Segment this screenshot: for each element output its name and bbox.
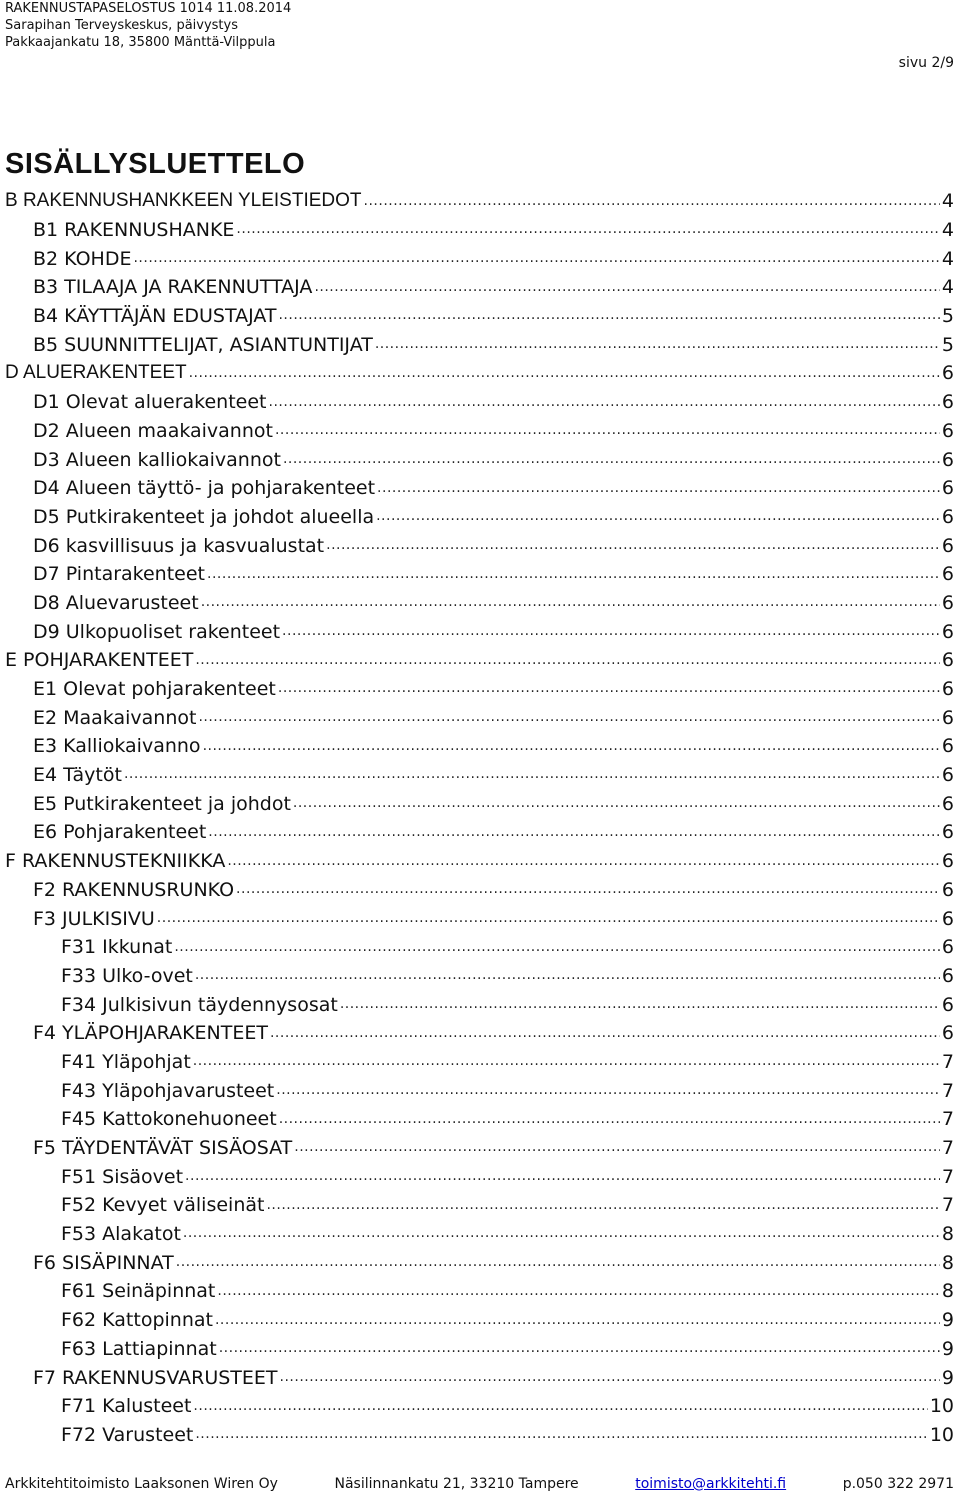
toc-dot-leader bbox=[195, 652, 940, 675]
toc-entry-label: E2 Maakaivannot bbox=[33, 706, 197, 729]
toc-dot-leader bbox=[236, 221, 939, 244]
toc-dot-leader bbox=[294, 1139, 940, 1162]
toc-entry[interactable] bbox=[0, 359, 960, 388]
toc-title: SISÄLLYSLUETTELO bbox=[5, 148, 306, 180]
toc-dot-leader bbox=[193, 1053, 940, 1076]
toc-entry-label: F34 Julkisivun täydennysosat bbox=[61, 993, 338, 1016]
toc-entry[interactable] bbox=[0, 1363, 960, 1392]
toc-entry-page: 6 bbox=[941, 821, 954, 844]
toc-entry-label: F72 Varusteet bbox=[61, 1423, 194, 1446]
toc-entry-label: F53 Alakatot bbox=[61, 1223, 181, 1246]
toc-entry-label: B2 KOHDE bbox=[33, 247, 132, 270]
toc-entry-label: F2 RAKENNUSRUNKO bbox=[33, 878, 235, 901]
footer-address: Näsilinnankatu 21, 33210 Tampere bbox=[334, 1476, 579, 1492]
toc-entry[interactable] bbox=[0, 187, 960, 216]
toc-dot-leader bbox=[326, 537, 940, 560]
header-address: Pakkaajankatu 18, 35800 Mänttä-Vilppula bbox=[5, 35, 276, 50]
toc-entry-label: F41 Yläpohjat bbox=[61, 1050, 191, 1073]
toc-entry-page: 7 bbox=[941, 1079, 954, 1102]
toc-entry[interactable] bbox=[0, 330, 960, 359]
toc-entry-label: D4 Alueen täyttö- ja pohjarakenteet bbox=[33, 477, 376, 500]
toc-entry-label: D ALUERAKENTEET bbox=[5, 362, 187, 384]
toc-entry[interactable] bbox=[0, 1421, 960, 1450]
toc-dot-leader bbox=[270, 1025, 940, 1048]
toc-dot-leader bbox=[189, 365, 940, 388]
toc-entry-label: D3 Alueen kalliokaivannot bbox=[33, 448, 281, 471]
toc-entry-label: F5 TÄYDENTÄVÄT SISÄOSAT bbox=[33, 1137, 293, 1160]
toc-entry-label: F71 Kalusteet bbox=[61, 1395, 192, 1418]
toc-entry-page: 6 bbox=[941, 993, 954, 1016]
toc-dot-leader bbox=[217, 1283, 940, 1306]
toc-entry[interactable] bbox=[0, 1191, 960, 1220]
toc-entry-label: D7 Pintarakenteet bbox=[33, 563, 206, 586]
toc-entry-label: F61 Seinäpinnat bbox=[61, 1280, 216, 1303]
toc-entry[interactable] bbox=[0, 1048, 960, 1077]
toc-dot-leader bbox=[227, 853, 940, 876]
table-of-contents bbox=[0, 187, 960, 1449]
toc-dot-leader bbox=[375, 336, 940, 359]
toc-entry[interactable] bbox=[0, 646, 960, 675]
toc-entry[interactable] bbox=[0, 560, 960, 589]
toc-entry[interactable] bbox=[0, 818, 960, 847]
toc-entry[interactable] bbox=[0, 445, 960, 474]
toc-dot-leader bbox=[314, 279, 939, 302]
toc-entry-page: 7 bbox=[941, 1165, 954, 1188]
toc-entry-label: D1 Olevat aluerakenteet bbox=[33, 391, 267, 414]
toc-entry[interactable] bbox=[0, 876, 960, 905]
toc-entry-label: F6 SISÄPINNAT bbox=[33, 1251, 174, 1274]
toc-entry[interactable] bbox=[0, 531, 960, 560]
toc-entry-label: D8 Aluevarusteet bbox=[33, 591, 199, 614]
toc-entry-label: B RAKENNUSHANKKEEN YLEISTIEDOT bbox=[5, 190, 362, 212]
toc-entry-page: 6 bbox=[941, 792, 954, 815]
toc-dot-leader bbox=[278, 307, 939, 330]
toc-dot-leader bbox=[269, 394, 940, 417]
toc-dot-leader bbox=[266, 1197, 939, 1220]
toc-dot-leader bbox=[279, 1111, 940, 1134]
toc-entry-page: 6 bbox=[941, 534, 954, 557]
toc-dot-leader bbox=[198, 709, 939, 732]
toc-dot-leader bbox=[174, 939, 940, 962]
toc-dot-leader bbox=[364, 193, 940, 216]
toc-entry-page: 6 bbox=[941, 764, 954, 787]
toc-entry-page: 8 bbox=[941, 1223, 954, 1246]
toc-entry-label: F62 Kattopinnat bbox=[61, 1309, 213, 1332]
toc-entry-label: E6 Pohjarakenteet bbox=[33, 821, 207, 844]
toc-entry-page: 6 bbox=[941, 362, 954, 385]
toc-entry-label: F51 Sisäovet bbox=[61, 1165, 184, 1188]
toc-entry-label: B1 RAKENNUSHANKE bbox=[33, 219, 235, 242]
toc-dot-leader bbox=[278, 680, 940, 703]
toc-entry[interactable] bbox=[0, 789, 960, 818]
toc-entry-page: 9 bbox=[941, 1309, 954, 1332]
toc-entry-page: 6 bbox=[941, 620, 954, 643]
toc-entry-page: 4 bbox=[941, 219, 954, 242]
toc-entry[interactable] bbox=[0, 1105, 960, 1134]
toc-entry-page: 7 bbox=[941, 1137, 954, 1160]
toc-dot-leader bbox=[133, 250, 939, 273]
toc-entry[interactable] bbox=[0, 388, 960, 417]
toc-entry-label: F7 RAKENNUSVARUSTEET bbox=[33, 1366, 278, 1389]
toc-entry-label: F52 Kevyet väliseinät bbox=[61, 1194, 265, 1217]
toc-dot-leader bbox=[236, 881, 940, 904]
toc-entry-label: E POHJARAKENTEET bbox=[5, 649, 194, 672]
toc-entry[interactable] bbox=[0, 1220, 960, 1249]
toc-entry-page: 6 bbox=[941, 706, 954, 729]
toc-entry-label: D6 kasvillisuus ja kasvualustat bbox=[33, 534, 325, 557]
toc-entry[interactable] bbox=[0, 1162, 960, 1191]
toc-entry-label: E3 Kalliokaivanno bbox=[33, 735, 201, 758]
toc-entry[interactable] bbox=[0, 1134, 960, 1163]
toc-dot-leader bbox=[280, 1369, 940, 1392]
toc-entry[interactable] bbox=[0, 589, 960, 618]
toc-entry[interactable] bbox=[0, 617, 960, 646]
toc-entry-page: 5 bbox=[941, 305, 954, 328]
toc-dot-leader bbox=[176, 1254, 940, 1277]
toc-dot-leader bbox=[185, 1168, 940, 1191]
toc-entry[interactable] bbox=[0, 1076, 960, 1105]
toc-entry[interactable] bbox=[0, 847, 960, 876]
toc-dot-leader bbox=[183, 1225, 940, 1248]
toc-entry-page: 7 bbox=[941, 1050, 954, 1073]
toc-entry-page: 6 bbox=[941, 505, 954, 528]
toc-entry-label: B3 TILAAJA JA RAKENNUTTAJA bbox=[33, 276, 313, 299]
toc-entry-page: 6 bbox=[941, 678, 954, 701]
toc-entry-page: 9 bbox=[941, 1366, 954, 1389]
toc-entry[interactable] bbox=[0, 732, 960, 761]
toc-entry[interactable] bbox=[0, 273, 960, 302]
toc-entry-label: F4 YLÄPOHJARAKENTEET bbox=[33, 1022, 268, 1045]
toc-entry[interactable] bbox=[0, 302, 960, 331]
toc-entry-label: F31 Ikkunat bbox=[61, 936, 173, 959]
toc-entry[interactable] bbox=[0, 675, 960, 704]
toc-dot-leader bbox=[207, 566, 940, 589]
toc-dot-leader bbox=[201, 594, 940, 617]
toc-dot-leader bbox=[203, 738, 940, 761]
toc-entry-label: D5 Putkirakenteet ja johdot alueella bbox=[33, 505, 375, 528]
toc-dot-leader bbox=[276, 1082, 940, 1105]
toc-entry-page: 6 bbox=[941, 448, 954, 471]
header-title: RAKENNUSTAPASELOSTUS 1014 11.08.2014 bbox=[5, 1, 292, 16]
toc-entry[interactable] bbox=[0, 1277, 960, 1306]
toc-entry-page: 10 bbox=[929, 1423, 954, 1446]
header-project: Sarapihan Terveyskeskus, päivystys bbox=[5, 18, 238, 33]
toc-entry-label: F RAKENNUSTEKNIIKKA bbox=[5, 850, 226, 873]
footer-email-link[interactable]: toimisto@arkkitehti.fi bbox=[635, 1476, 787, 1492]
toc-entry-label: E4 Täytöt bbox=[33, 764, 122, 787]
document-header bbox=[5, 0, 291, 51]
toc-entry[interactable] bbox=[0, 962, 960, 991]
toc-entry-label: F63 Lattiapinnat bbox=[61, 1337, 217, 1360]
toc-entry-label: E5 Putkirakenteet ja johdot bbox=[33, 792, 291, 815]
toc-dot-leader bbox=[282, 623, 940, 646]
toc-entry[interactable] bbox=[0, 990, 960, 1019]
toc-entry-page: 6 bbox=[941, 907, 954, 930]
document-footer bbox=[5, 1476, 954, 1492]
toc-entry-page: 6 bbox=[941, 850, 954, 873]
toc-entry-label: B4 KÄYTTÄJÄN EDUSTAJAT bbox=[33, 305, 277, 328]
page-number: sivu 2/9 bbox=[898, 55, 954, 71]
toc-entry-page: 6 bbox=[941, 563, 954, 586]
toc-entry[interactable] bbox=[0, 1248, 960, 1277]
toc-entry-page: 6 bbox=[941, 936, 954, 959]
toc-dot-leader bbox=[340, 996, 940, 1019]
toc-dot-leader bbox=[208, 824, 940, 847]
toc-entry-label: F33 Ulko-ovet bbox=[61, 964, 193, 987]
toc-entry-label: F3 JULKISIVU bbox=[33, 907, 155, 930]
toc-entry-label: F43 Yläpohjavarusteet bbox=[61, 1079, 275, 1102]
toc-entry-label: E1 Olevat pohjarakenteet bbox=[33, 678, 276, 701]
toc-entry-page: 6 bbox=[941, 649, 954, 672]
toc-entry-page: 7 bbox=[941, 1194, 954, 1217]
toc-entry-page: 8 bbox=[941, 1280, 954, 1303]
toc-entry[interactable] bbox=[0, 904, 960, 933]
toc-entry-page: 7 bbox=[941, 1108, 954, 1131]
toc-entry-page: 6 bbox=[941, 391, 954, 414]
toc-dot-leader bbox=[293, 795, 940, 818]
toc-entry[interactable] bbox=[0, 933, 960, 962]
toc-entry-page: 4 bbox=[941, 247, 954, 270]
toc-entry-page: 4 bbox=[941, 276, 954, 299]
toc-dot-leader bbox=[275, 422, 940, 445]
toc-dot-leader bbox=[195, 967, 940, 990]
footer-phone: p.050 322 2971 bbox=[842, 1476, 954, 1492]
toc-entry-page: 6 bbox=[941, 878, 954, 901]
toc-entry[interactable] bbox=[0, 1335, 960, 1364]
toc-entry[interactable] bbox=[0, 1392, 960, 1421]
toc-dot-leader bbox=[376, 508, 940, 531]
toc-entry-label: D2 Alueen maakaivannot bbox=[33, 419, 273, 442]
toc-entry[interactable] bbox=[0, 216, 960, 245]
toc-dot-leader bbox=[215, 1312, 940, 1335]
toc-entry-page: 6 bbox=[941, 591, 954, 614]
toc-dot-leader bbox=[157, 910, 940, 933]
toc-entry[interactable] bbox=[0, 1306, 960, 1335]
toc-entry[interactable] bbox=[0, 1019, 960, 1048]
toc-entry-page: 6 bbox=[941, 477, 954, 500]
footer-company: Arkkitehtitoimisto Laaksonen Wiren Oy bbox=[5, 1476, 278, 1492]
toc-dot-leader bbox=[377, 480, 940, 503]
toc-entry[interactable] bbox=[0, 474, 960, 503]
toc-entry-page: 5 bbox=[941, 333, 954, 356]
toc-entry-label: F45 Kattokonehuoneet bbox=[61, 1108, 277, 1131]
toc-entry[interactable] bbox=[0, 703, 960, 732]
toc-entry-label: B5 SUUNNITTELIJAT, ASIANTUNTIJAT bbox=[33, 333, 373, 356]
toc-dot-leader bbox=[124, 766, 940, 789]
toc-entry[interactable] bbox=[0, 761, 960, 790]
toc-entry-page: 6 bbox=[941, 735, 954, 758]
toc-entry-page: 8 bbox=[941, 1251, 954, 1274]
toc-entry[interactable] bbox=[0, 417, 960, 446]
toc-entry-page: 6 bbox=[941, 964, 954, 987]
toc-entry-page: 10 bbox=[929, 1395, 954, 1418]
toc-entry[interactable] bbox=[0, 503, 960, 532]
toc-entry-label: D9 Ulkopuoliset rakenteet bbox=[33, 620, 281, 643]
toc-entry-page: 9 bbox=[941, 1337, 954, 1360]
toc-entry-page: 6 bbox=[941, 1022, 954, 1045]
toc-dot-leader bbox=[193, 1398, 927, 1421]
toc-dot-leader bbox=[195, 1426, 927, 1449]
toc-dot-leader bbox=[283, 451, 940, 474]
toc-entry-page: 6 bbox=[941, 419, 954, 442]
toc-dot-leader bbox=[219, 1340, 940, 1363]
toc-entry[interactable] bbox=[0, 244, 960, 273]
toc-entry-page: 4 bbox=[941, 190, 954, 213]
